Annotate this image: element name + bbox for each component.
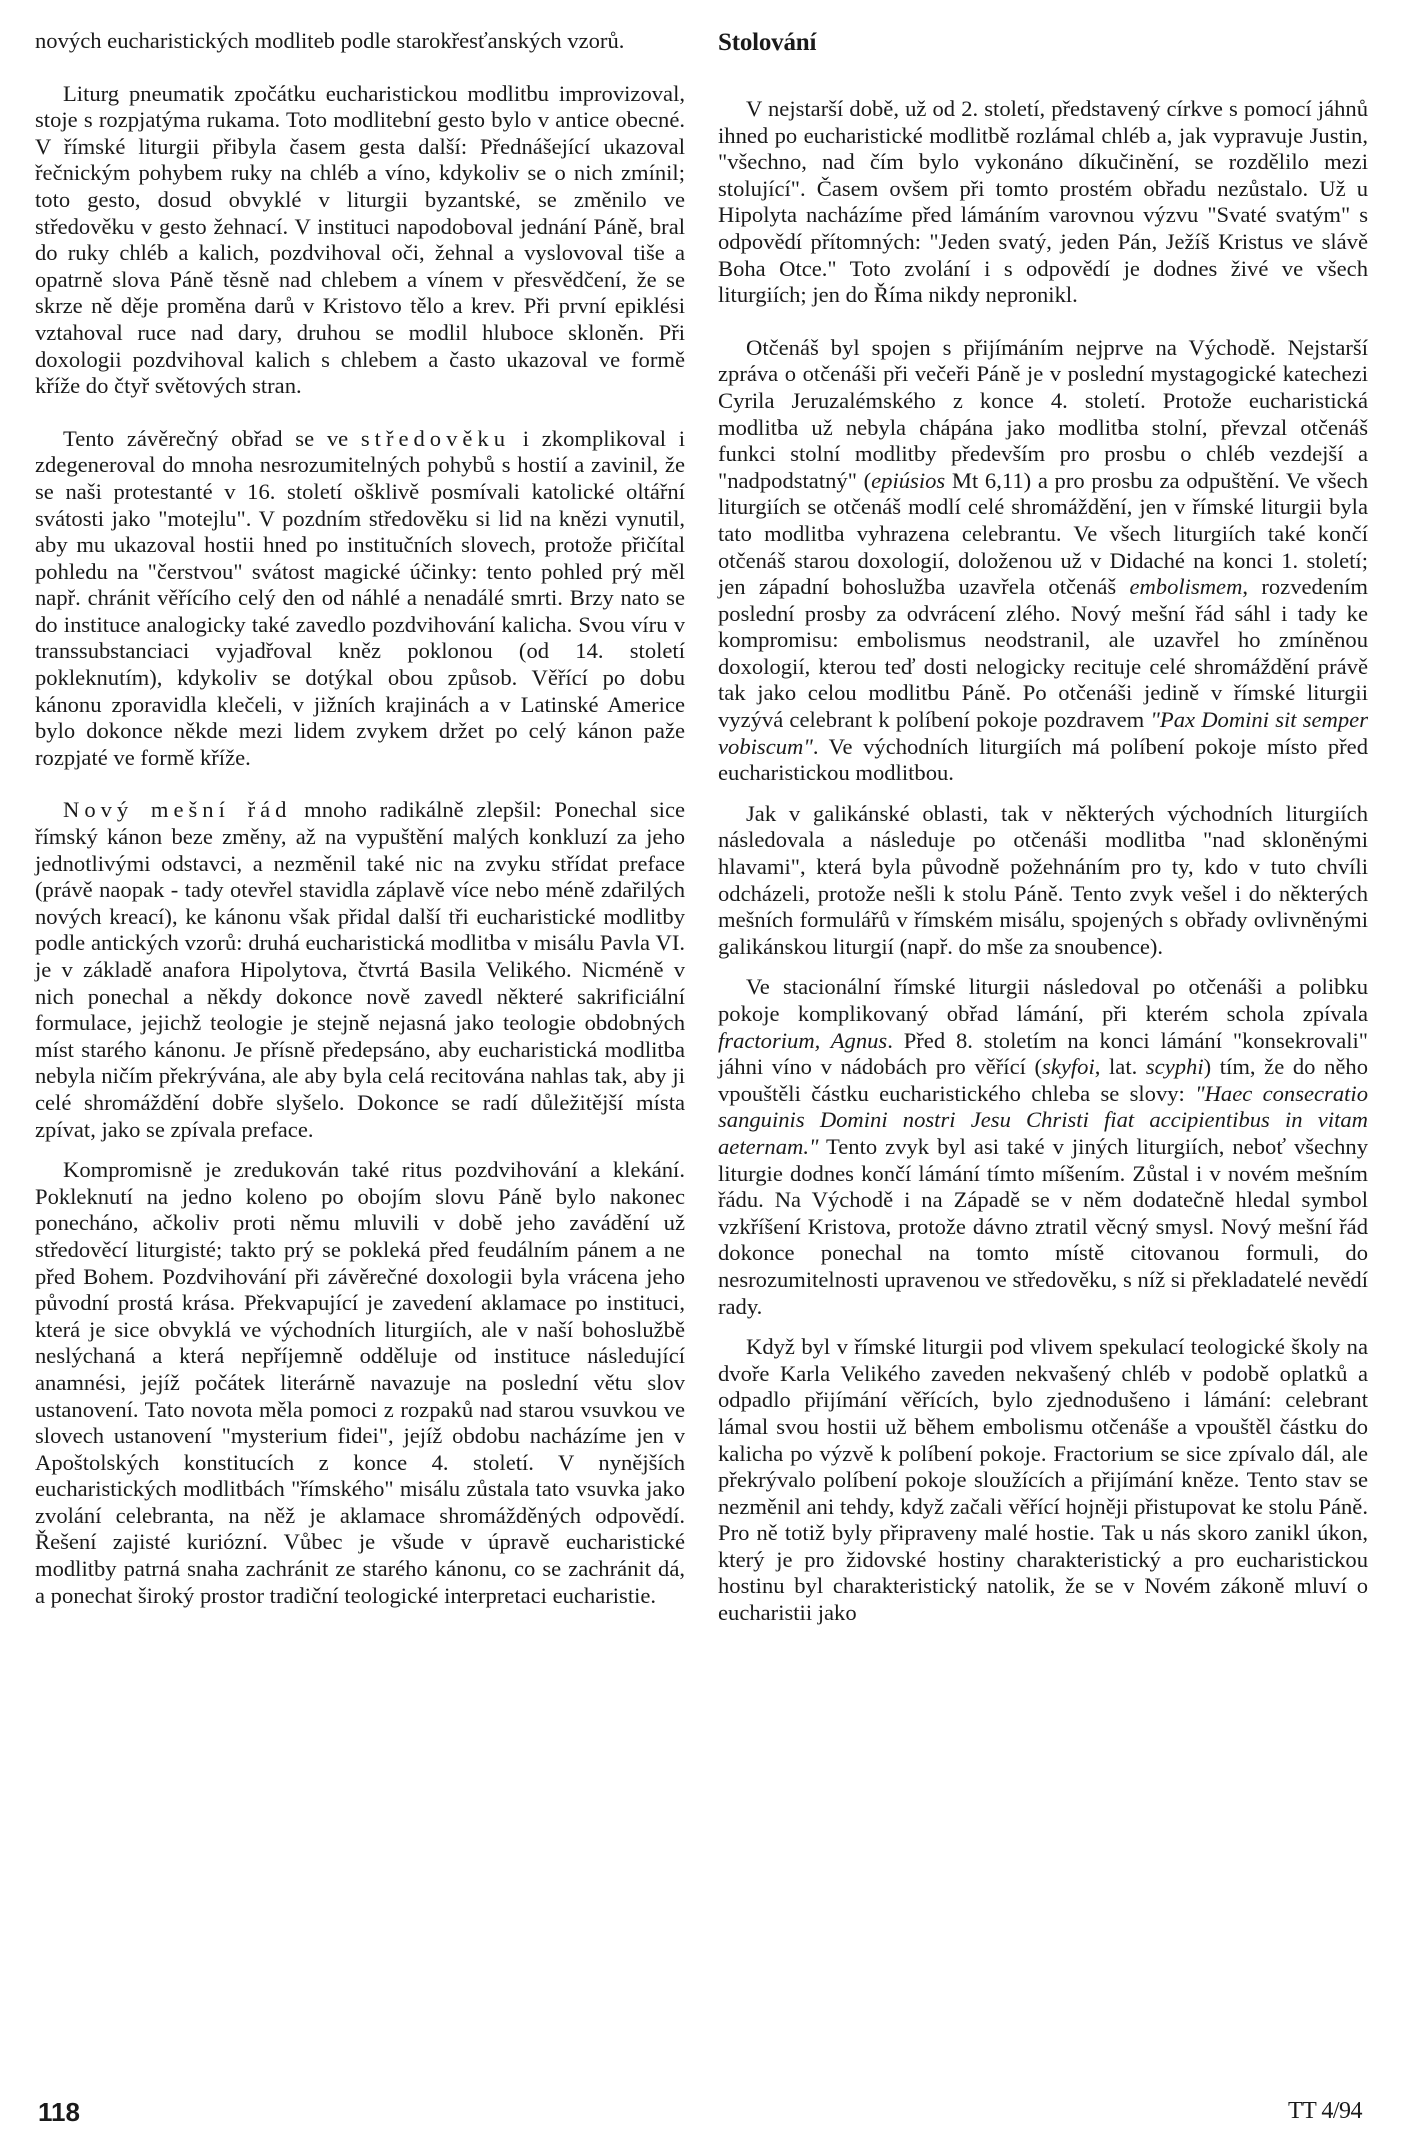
italic-quote: "Pax Domini sit semper vobiscum"	[718, 707, 1368, 759]
text-run: Tento zvyk byl asi také v jiných liturgiích, neboť všechny liturgie dodnes končí lámání tímto míšením. Zůstal i v novém mešním řádu. Na Východě i na Západě se v něm dodatečně hledal symbol vzkříšení Kristova, protože dávno ztratil věcný smysl. Nový mešní řád dokonce ponechal na tomto místě citovanou formuli, do nesrozumitelnosti upravenou ve středověku, s níž si překladatelé nevědí rady.	[718, 1133, 1368, 1319]
text-run: , lat.	[1094, 1054, 1146, 1080]
left-column	[35, 28, 685, 1635]
paragraph: nových eucharistických modliteb podle starokřesťanských vzorů.	[35, 28, 625, 53]
right-column	[718, 28, 1368, 1653]
paragraph: Když byl v římské liturgii pod vlivem spekulací teologické školy na dvoře Karla Velikého zaveden nekvašený chléb v podobě oplatků a odpadlo přijímání věřících, bylo zjednodušeno i lámání: celebrant lámal svou hostii už během embolismu otčenáše a vpouštěl částku do kalicha po výzvě k políbení pokoje. Fractorium se sice zpívalo dál, ale překrývalo políbení pokoje sloužících a přijímání kněze. Tento stav se nezměnil ani tehdy, když začali věřící hojněji přistupovat ke stolu Páně. Pro ně totiž byly připraveny malé hostie. Tak u nás skoro zanikl úkon, který je pro židovské hostiny charakteristický a pro eucharistickou hostinu byl charakteristický natolik, že se v Novém zákoně mluví o eucharistii jako	[718, 1334, 1368, 1626]
text-run: i zkomplikoval i zdegeneroval do mnoha nesrozumitelných pohybů s hostií a zavinil, že se naši protestanté v 16. století ošklivě posmívali katolické oltářní svátosti jako "motejlu". V pozdním středověku si lid na knězi vynutil, aby mu ukazoval hostii hned po institučních slovech, protože přičítal pohledu na "čerstvou" svátost magické účinky: tento pohled prý měl např. chránit věřícího celý den od náhlé a nenadálé smrti. Brzy nato se do instituce analogicky také zavedlo pozdvihování kalicha. Svou víru v transsubstanciaci vyjadřoval kněz poklonou (od 14. století pokleknutím), kdykoliv se dotýkal obou způsob. Věřící po dobu kánonu zporavidla klečeli, v jižních krajinách a v Latinské Americe bylo dokonce někde mezi lidem zvykem držet po celý kánon paže rozpjaté ve formě kříže.	[35, 425, 685, 770]
paragraph	[718, 974, 1368, 1320]
page-number: 118	[38, 2097, 80, 2127]
paragraph	[35, 426, 685, 772]
italic-term: embolismem	[1129, 574, 1243, 600]
text-run: Tento závěrečný obřad se ve	[63, 425, 361, 451]
italic-term: scyphi	[1145, 1054, 1204, 1080]
emphasized-term: Nový mešní řád	[63, 797, 292, 823]
emphasized-term: středověku	[360, 425, 511, 451]
issue-label: TT 4/94	[1287, 2098, 1362, 2124]
text-run: Mt 6,11) a pro prosbu za odpuštění. Ve všech liturgiích se otčenáš modlí celé shromáždění, jen v římské liturgii byla tato modlitba vyhrazena celebrantu. Ve všech liturgiích také končí otčenáš starou doxologií, doloženou už v Didaché na konci 1. století; jen západní bohoslužba uzavřela otčenáš	[718, 467, 1368, 600]
paragraph	[718, 335, 1368, 787]
text-run: . Před 8. stoletím na konci lámání "konsekrovali" jáhni víno v nádobách pro věřící (	[718, 1027, 1368, 1080]
paragraph: V nejstarší době, už od 2. století, představený církve s pomocí jáhnů ihned po eucharistické modlitbě rozlámal chléb a, jak vypravuje Justin, "všechno, nad čím bylo vykonáno díkučinění, se rozdělilo mezi stolující". Časem ovšem při tomto prostém obřadu nezůstalo. Už u Hipolyta nacházíme před lámáním varovnou výzvu "Svaté svatým" s odpovědí přítomných: "Jeden svatý, jeden Pán, Ježíš Kristus ve slávě Boha Otce." Toto zvolání i s odpovědí je dodnes živé ve všech liturgiích; jen do Říma nikdy nepronikl.	[718, 96, 1368, 308]
text-run: , rozvedením poslední prosby za odvrácení zlého. Nový mešní řád sáhl i tady ke kompromisu: embolismus neodstranil, ale uzavřel ho zmíněnou doxologií, kterou teď dosti nelogicky recituje celé shromáždění právě tak jako celou modlitbu Páně. Po otčenáši jedině v římské liturgii vyzývá celebrant k políbení pokoje pozdravem	[718, 574, 1368, 733]
text-run: . Ve východních liturgiích má políbení pokoje místo před eucharistickou modlitbou.	[718, 733, 1368, 786]
paragraph: Jak v galikánské oblasti, tak v některých východních liturgiích následovala a následuje po otčenáši modlitba "nad skloněnými hlavami", která byla původně požehnáním pro ty, kdo v tuto chvíli odcházeli, protože nešli k stolu Páně. Tento zvyk vešel i do některých mešních formulářů v římském misálu, spojených s obřady ovlivněnými galikánskou liturgií (např. do mše za snoubence).	[718, 800, 1368, 959]
text-run: ) tím, že do něho vpouštěli částku eucharistického chleba se slovy:	[718, 1054, 1368, 1106]
text-run: Ve stacionální římské liturgii následoval po otčenáši a polibku pokoje komplikovaný obřad lámání, při kterém schola zpívala	[718, 974, 1368, 1026]
italic-quote: "Haec consecratio sanguinis Domini nostri Jesu Christi fiat accipientibus in vitam aeternam."	[718, 1080, 1368, 1159]
text-run: mnoho radikálně zlepšil: Ponechal sice římský kánon beze změny, až na vypuštění malých konkluzí za jeho jednotlivými odstavci, a nezměnil také nic na zvyku střídat preface (právě naopak - tady otevřel stavidla záplavě více nebo méně zdařilých nových kreací), ke kánonu však přidal další tři eucharistické modlitby podle antických vzorů: druhá eucharistická modlitba v misálu Pavla VI. je v základě anafora Hipolytova, čtvrtá Basila Velikého. Nicméně v nich ponechal a někdy dokonce nově zavedl některé sakrificiální formulace, jejichž teologie je stejně nejasná jako teologie obdobných míst starého kánonu. Je přísně předepsáno, aby eucharistická modlitba nebyla ničím překrývána, ale aby byla celá recitována nahlas tak, aby ji celé shromáždění dobře slyšelo. Dokonce se radí důležitější místa zpívat, jako se zpívala preface.	[35, 797, 685, 1142]
italic-term: skyfoi	[1042, 1054, 1095, 1080]
paragraph: Kompromisně je zredukován také ritus pozdvihování a klekání. Pokleknutí na jedno koleno po obojím slovu Páně bylo nakonec ponecháno, ačkoliv proti němu mluvili v době jeho zavádění už středověcí liturgisté; takto prý se pokleká před feudálním pánem a ne před Bohem. Pozdvihování při závěrečné doxologii byla vrácena jeho původní prostá krása. Překvapující je zavedení aklamace po instituci, která je sice obvyklá ve východních liturgiích, ale v naší bohoslužbě neslýchaná a která nepříjemně odděluje od instituce následující anamnési, jejíž počátek literárně navazuje na poslední větu slov ustanovení. Tato novota měla pomoci z rozpaků nad starou vsuvkou ve slovech ustanovení "mysterium fidei", jejíž obdobu nacházíme jen v Apoštolských konstitucích z konce 4. století. V nynějších eucharistických modlitbách "římského" misálu zůstala tato vsuvka jako zvolání celebranta, na něž je aklamace shromážděných odpovědí. Řešení zajisté kuriózní. Vůbec je všude v úpravě eucharistické modlitby patrná snaha zachránit ze starého kánonu, co se zachránit dá, a ponechat široký prostor tradiční teologické interpretaci eucharistie.	[35, 1157, 685, 1608]
text-run: Otčenáš byl spojen s přijímáním nejprve na Východě. Nejstarší zpráva o otčenáši při večeři Páně je v poslední mystagogické katechezi Cyrila Jeruzalémského z konce 4. století. Protože eucharistická modlitba už nebyla chápána jako modlitba stolní, převzal otčenáš funkci stolní modlitby především pro prosbu o chléb vezdejší a "nadpodstatný" (	[718, 334, 1368, 493]
section-heading: Stolování	[718, 29, 817, 56]
paragraph	[35, 797, 685, 1143]
paragraph: Liturg pneumatik zpočátku eucharistickou modlitbu improvizoval, stoje s rozpjatýma rukama. Toto modlitební gesto bylo v antice obecné. V římské liturgii přibyla časem gesta další: Přednášející ukazoval řečnickým pohybem ruky na chléb a víno, kdykoliv se o nich zmínil; toto gesto, dosud obvyklé v liturgii byzantské, se změnilo ve středověku v gesto žehnací. V instituci napodoboval jednání Páně, bral do ruky chléb a kalich, pozdvihoval oči, žehnal a vyslovoval tiše a opatrně slova Páně těsně nad chlebem a vínem v přesvědčení, že se skrze ně děje proměna darů v Kristovo tělo a krev. Při první epiklési vztahoval ruce nad dary, druhou se modlil hluboce skloněn. Při doxologii pozdvihoval kalich s chlebem a často ukazoval ve formě kříže do čtyř světových stran.	[35, 80, 685, 399]
italic-term: fractorium, Agnus	[718, 1027, 888, 1053]
italic-term: epiúsios	[871, 467, 946, 493]
